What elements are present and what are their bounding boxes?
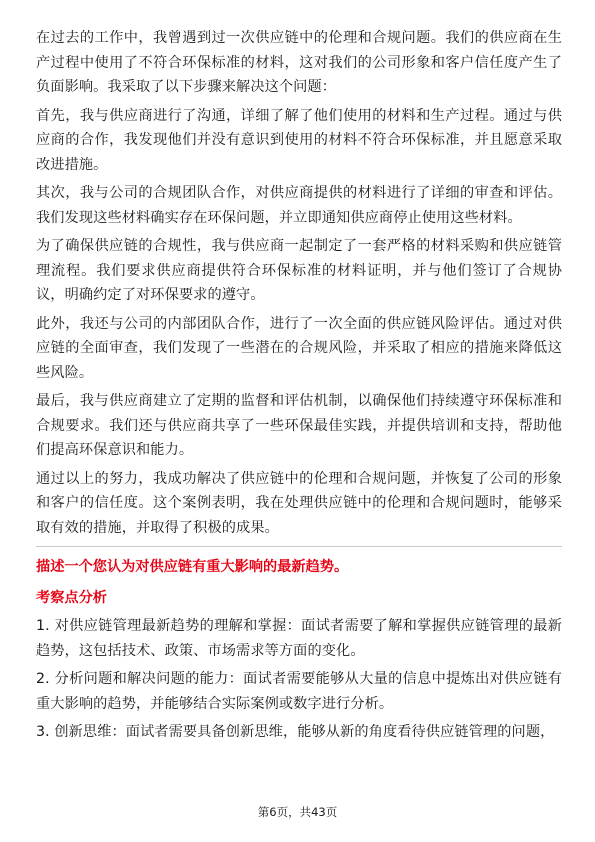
document-page bbox=[36, 26, 562, 749]
body-paragraph-5: 此外，我还与公司的内部团队合作，进行了一次全面的供应链风险评估。通过对供应链的全面审查，我们发现了一些潜在的合规风险，并采取了相应的措施来降低这些风险。 bbox=[36, 315, 562, 381]
analysis-item-1: 1. 对供应链管理最新趋势的理解和掌握：面试者需要了解和掌握供应链管理的最新趋势，这包括技术、政策、市场需求等方面的变化。 bbox=[36, 618, 562, 659]
body-paragraph-1: 在过去的工作中，我曾遇到过一次供应链中的伦理和合规问题。我们的供应商在生产过程中使用了不符合环保标准的材料，这对我们的公司形象和客户信任度产生了负面影响。我采取了以下步骤来解决这个问题： bbox=[36, 30, 562, 95]
body-paragraph-3: 其次，我与公司的合规团队合作，对供应商提供的材料进行了详细的审查和评估。我们发现这些材料确实存在环保问题，并立即通知供应商停止使用这些材料。 bbox=[36, 185, 562, 226]
body-paragraph-7: 通过以上的努力，我成功解决了供应链中的伦理和合规问题，并恢复了公司的形象和客户的信任度。这个案例表明，我在处理供应链中的伦理和合规问题时，能够采取有效的措施，并取得了积极的成果。 bbox=[36, 470, 562, 536]
analysis-item-3: 3. 创新思维：面试者需要具备创新思维，能够从新的角度看待供应链管理的问题， bbox=[36, 724, 555, 740]
analysis-item-2: 2. 分析问题和解决问题的能力：面试者需要能够从大量的信息中提炼出对供应链有重大影响的趋势，并能够结合实际案例或数字进行分析。 bbox=[36, 671, 562, 712]
section-divider bbox=[36, 546, 562, 547]
page-footer: 第6页，共43页 bbox=[257, 805, 338, 819]
body-paragraph-4: 为了确保供应链的合规性，我与供应商一起制定了一套严格的材料采购和供应链管理流程。我们要求供应商提供符合环保标准的材料证明，并与他们签订了合规协议，明确约定了对环保要求的遵守。 bbox=[36, 238, 562, 303]
question-heading: 描述一个您认为对供应链有重大影响的最新趋势。 bbox=[36, 559, 349, 575]
body-paragraph-6: 最后，我与供应商建立了定期的监督和评估机制，以确保他们持续遵守环保标准和合规要求。我们还与供应商共享了一些环保最佳实践，并提供培训和支持，帮助他们提高环保意识和能力。 bbox=[36, 393, 562, 458]
analysis-title: 考察点分析 bbox=[36, 589, 107, 606]
body-paragraph-2: 首先，我与供应商进行了沟通，详细了解了他们使用的材料和生产过程。通过与供应商的合作，我发现他们并没有意识到使用的材料不符合环保标准，并且愿意采取改进措施。 bbox=[36, 107, 562, 173]
